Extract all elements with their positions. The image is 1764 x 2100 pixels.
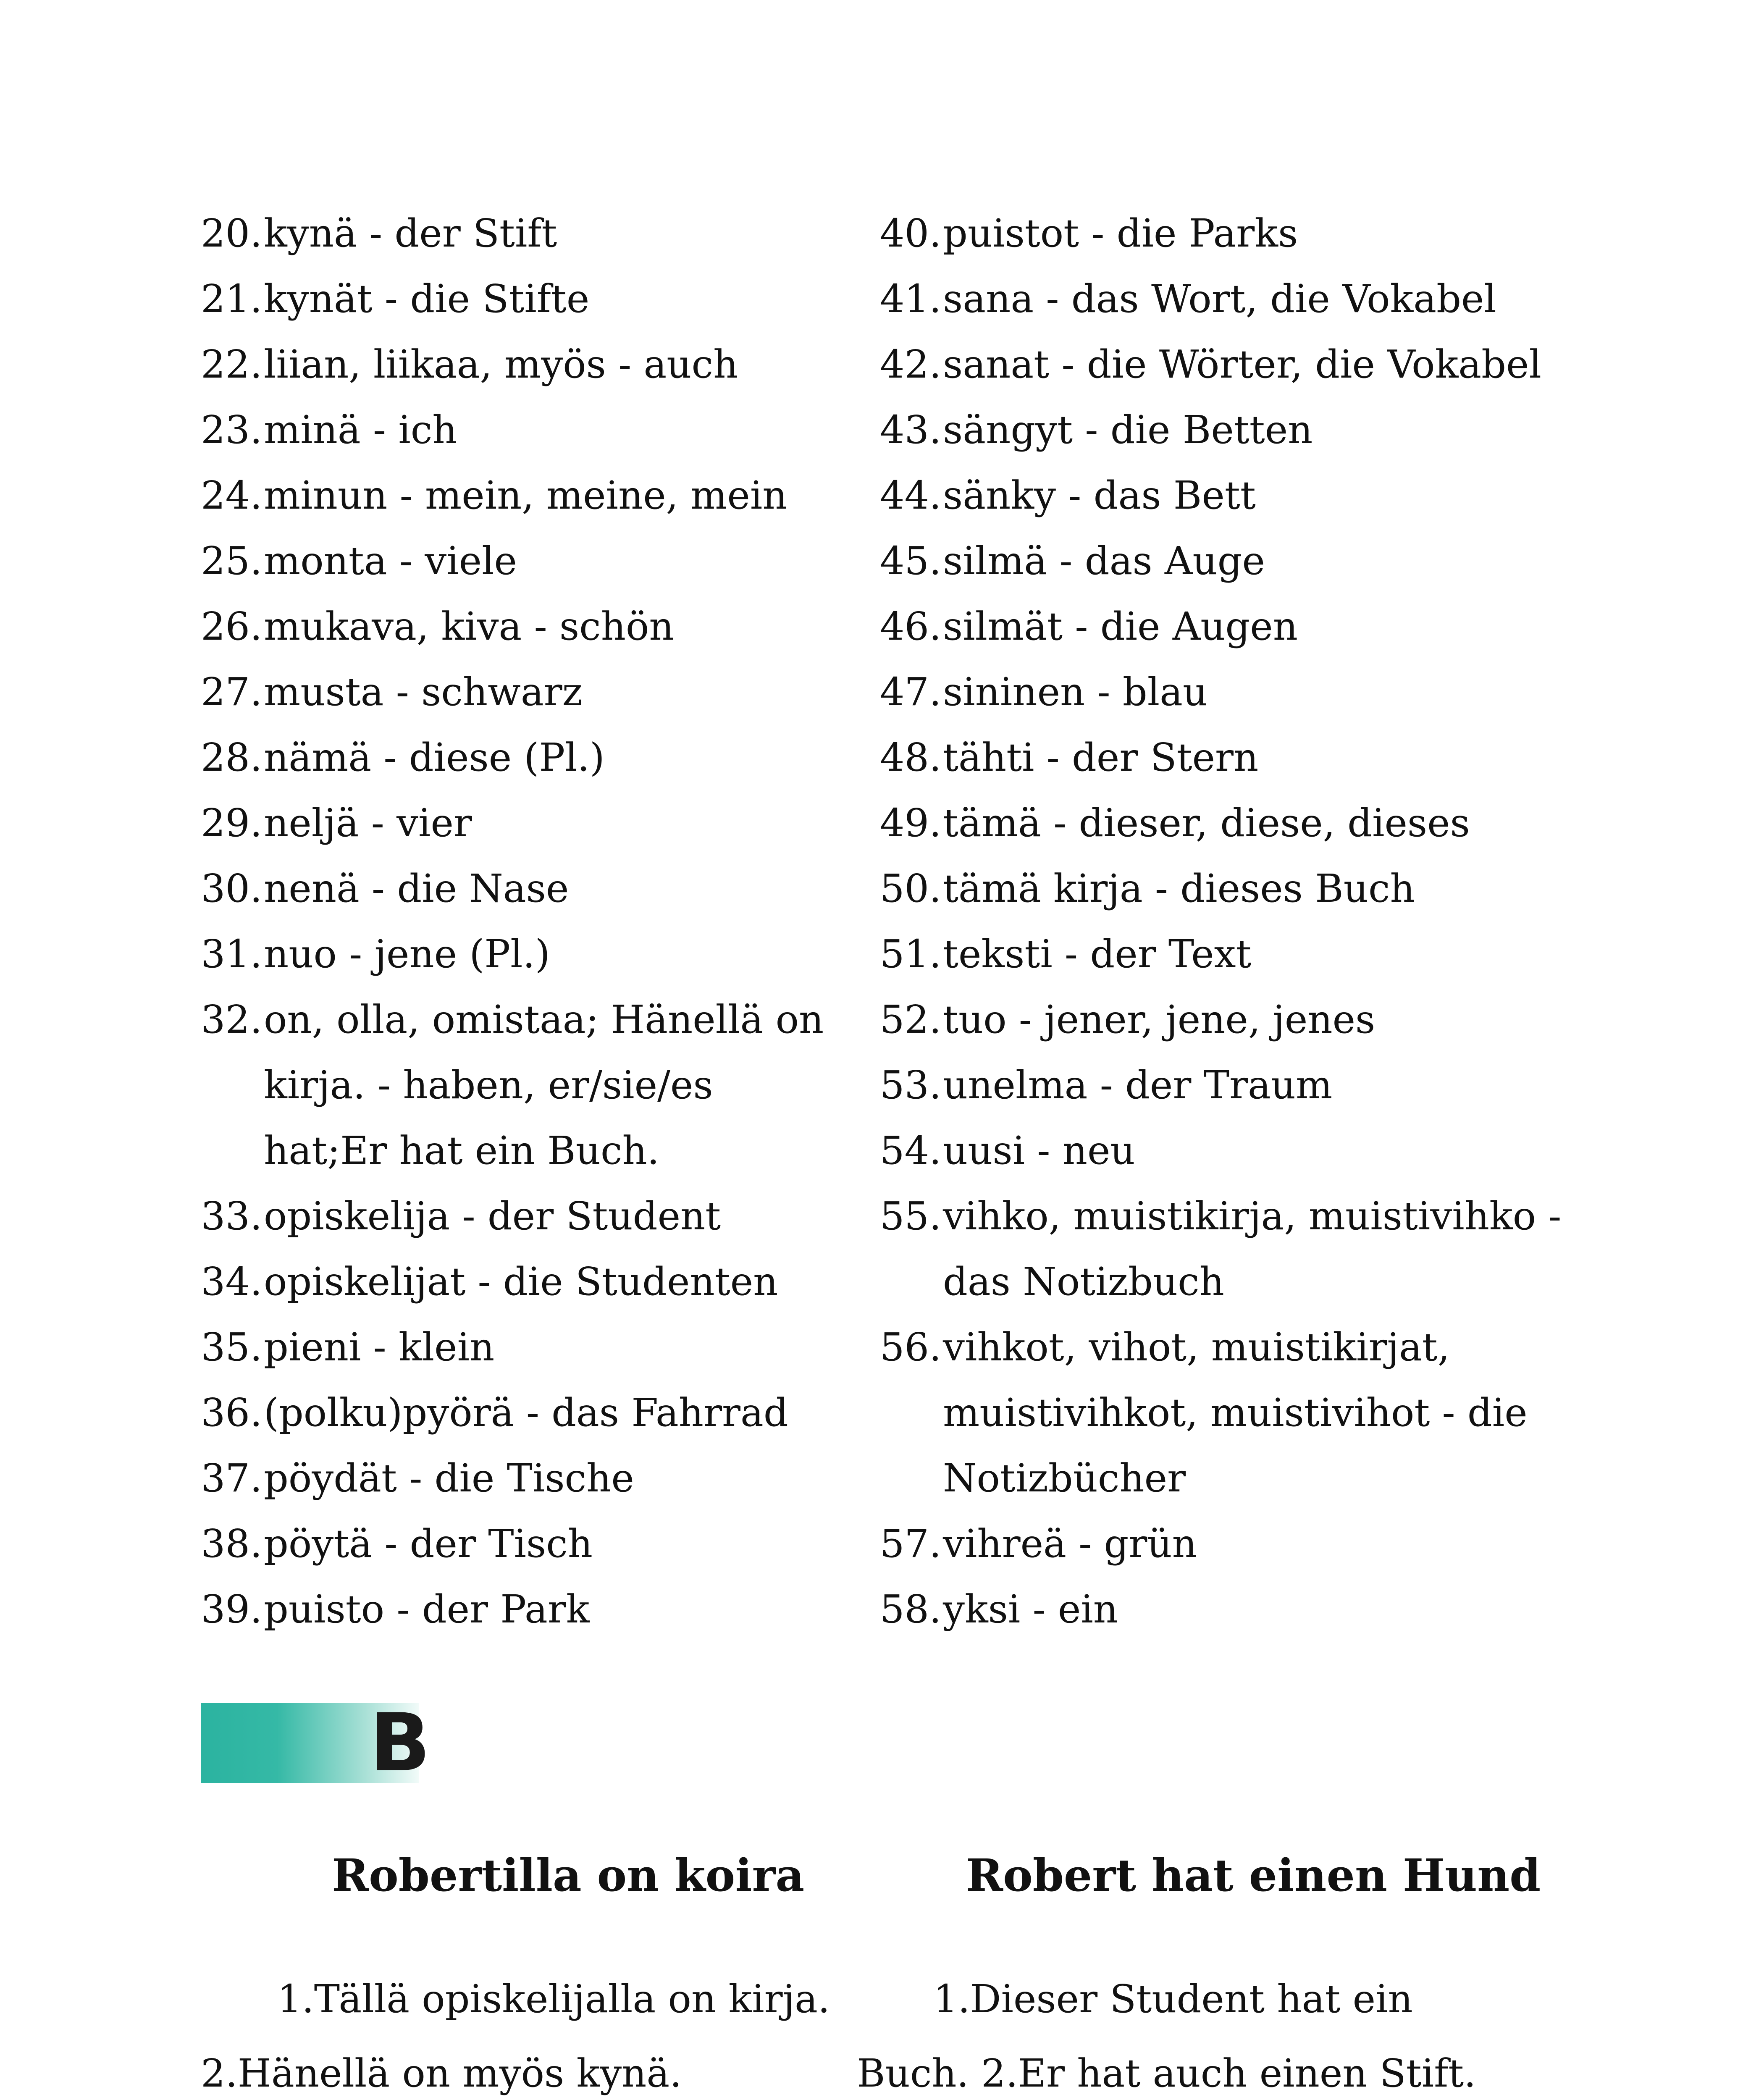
vocab-entry xyxy=(201,725,848,790)
vocab-entry-number: 58. xyxy=(880,1587,942,1632)
vocab-entry-text: tämä kirja - dieses Buch xyxy=(943,866,1415,911)
vocab-entry-text: tähti - der Stern xyxy=(943,735,1259,780)
vocab-entry-number: 23. xyxy=(201,407,262,452)
vocab-entry-number: 31. xyxy=(201,932,262,976)
vocab-entry-text: musta - schwarz xyxy=(264,669,583,714)
vocab-entry-number: 27. xyxy=(201,669,262,714)
vocab-entry xyxy=(880,266,1594,332)
vocab-entry-number: 39. xyxy=(201,1587,262,1632)
vocab-entry-text: mukava, kiva - schön xyxy=(264,604,674,649)
vocab-entry-text: sänky - das Bett xyxy=(943,473,1256,518)
vocab-entry xyxy=(201,987,848,1184)
vocab-entry xyxy=(201,1184,848,1249)
vocab-entry-number: 53. xyxy=(880,1063,942,1108)
vocab-entry-text: vihko, muistikirja, muistivihko - das Notizbuch xyxy=(943,1194,1562,1304)
story-title-german: Robert hat einen Hund xyxy=(966,1849,1541,1901)
vocab-entry-number: 36. xyxy=(201,1390,262,1435)
vocab-entry-number: 21. xyxy=(201,276,262,321)
vocab-entry-text: uusi - neu xyxy=(943,1128,1135,1173)
vocab-entry xyxy=(880,659,1594,725)
vocab-entry-number: 47. xyxy=(880,669,942,714)
vocab-entry-text: opiskelijat - die Studenten xyxy=(264,1259,778,1304)
vocab-entry-text: yksi - ein xyxy=(943,1587,1118,1632)
vocab-entry xyxy=(201,1511,848,1577)
vocab-entry-number: 45. xyxy=(880,538,942,583)
vocab-entry xyxy=(880,987,1594,1053)
vocab-entry xyxy=(201,1446,848,1511)
vocab-entry xyxy=(880,856,1594,921)
vocab-list-left xyxy=(201,201,848,1642)
vocab-entry-number: 32. xyxy=(201,997,262,1042)
vocab-entry-number: 46. xyxy=(880,604,942,649)
story-sentence-fi-2: 2.Hänellä on myös kynä. xyxy=(201,2051,682,2096)
vocab-entry-text: opiskelija - der Student xyxy=(264,1194,721,1239)
vocab-entry-number: 57. xyxy=(880,1521,942,1566)
vocab-entry xyxy=(880,921,1594,987)
vocab-entry-number: 56. xyxy=(880,1325,942,1370)
vocab-entry-text: sanat - die Wörter, die Vokabel xyxy=(943,342,1541,387)
vocab-entry xyxy=(201,201,848,266)
vocab-entry xyxy=(201,266,848,332)
vocab-entry-text: minun - mein, meine, mein xyxy=(264,473,788,518)
vocab-entry xyxy=(880,201,1594,266)
vocab-entry-text: nenä - die Nase xyxy=(264,866,569,911)
vocab-entry-number: 49. xyxy=(880,801,942,845)
vocab-entry xyxy=(201,332,848,397)
vocab-entry xyxy=(201,397,848,463)
vocab-entry-number: 37. xyxy=(201,1456,262,1501)
vocab-entry xyxy=(880,528,1594,594)
vocab-entry xyxy=(880,725,1594,790)
vocab-entry-number: 28. xyxy=(201,735,262,780)
vocab-entry-number: 33. xyxy=(201,1194,262,1239)
vocab-entry-number: 44. xyxy=(880,473,942,518)
vocab-entry xyxy=(880,1053,1594,1118)
vocab-entry-number: 25. xyxy=(201,538,262,583)
vocab-entry-text: neljä - vier xyxy=(264,801,472,845)
vocab-entry xyxy=(880,1315,1594,1511)
vocab-entry-text: pöytä - der Tisch xyxy=(264,1521,593,1566)
story-sentence-de-2: Buch. 2.Er hat auch einen Stift. xyxy=(857,2051,1476,2096)
vocab-entry-number: 41. xyxy=(880,276,942,321)
vocab-entry xyxy=(880,397,1594,463)
vocab-entry-text: kynä - der Stift xyxy=(264,211,557,256)
vocab-entry-text: puisto - der Park xyxy=(264,1587,590,1632)
vocab-entry-number: 52. xyxy=(880,997,942,1042)
vocab-entry-number: 22. xyxy=(201,342,262,387)
vocab-entry-text: nämä - diese (Pl.) xyxy=(264,735,605,780)
vocab-entry-number: 20. xyxy=(201,211,262,256)
vocab-entry-number: 54. xyxy=(880,1128,942,1173)
vocab-entry-text: sängyt - die Betten xyxy=(943,407,1313,452)
vocab-entry-text: silmät - die Augen xyxy=(943,604,1298,649)
vocab-entry-number: 40. xyxy=(880,211,942,256)
vocab-list-right xyxy=(880,201,1594,1642)
vocab-entry xyxy=(880,594,1594,659)
vocab-entry xyxy=(201,1315,848,1380)
vocab-entry xyxy=(880,463,1594,528)
vocab-entry-text: monta - viele xyxy=(264,538,517,583)
vocab-entry-text: minä - ich xyxy=(264,407,457,452)
vocab-entry-text: unelma - der Traum xyxy=(943,1063,1333,1108)
section-letter: B xyxy=(370,1696,430,1789)
vocab-entry-number: 50. xyxy=(880,866,942,911)
vocab-entry-text: nuo - jene (Pl.) xyxy=(264,932,550,976)
vocab-entry-text: pöydät - die Tische xyxy=(264,1456,634,1501)
vocab-entry xyxy=(201,1249,848,1315)
vocab-entry xyxy=(880,1184,1594,1315)
vocab-entry xyxy=(201,528,848,594)
vocab-entry xyxy=(201,594,848,659)
vocab-entry-text: silmä - das Auge xyxy=(943,538,1265,583)
vocab-entry-number: 35. xyxy=(201,1325,262,1370)
story-sentence-fi-1: 1.Tällä opiskelijalla on kirja. xyxy=(277,1977,830,2021)
vocab-entry-number: 38. xyxy=(201,1521,262,1566)
vocab-entry-text: pieni - klein xyxy=(264,1325,495,1370)
vocab-entry-text: on, olla, omistaa; Hänellä on kirja. - haben, er/sie/es hat;Er hat ein Buch. xyxy=(264,997,824,1173)
vocab-entry-text: puistot - die Parks xyxy=(943,211,1298,256)
vocab-entry xyxy=(880,1577,1594,1642)
vocab-entry xyxy=(201,659,848,725)
vocab-entry-number: 30. xyxy=(201,866,262,911)
vocab-entry-text: sininen - blau xyxy=(943,669,1208,714)
vocab-entry-text: tämä - dieser, diese, dieses xyxy=(943,801,1470,845)
vocab-entry xyxy=(201,856,848,921)
vocab-entry xyxy=(201,1577,848,1642)
vocab-entry-number: 24. xyxy=(201,473,262,518)
vocab-entry xyxy=(201,790,848,856)
vocab-entry-number: 48. xyxy=(880,735,942,780)
vocab-entry-text: sana - das Wort, die Vokabel xyxy=(943,276,1496,321)
vocab-entry-text: kynät - die Stifte xyxy=(264,276,590,321)
vocab-entry-text: tuo - jener, jene, jenes xyxy=(943,997,1376,1042)
vocab-entry xyxy=(201,921,848,987)
vocab-entry-text: teksti - der Text xyxy=(943,932,1252,976)
vocab-entry-number: 42. xyxy=(880,342,942,387)
vocab-entry xyxy=(880,332,1594,397)
vocab-entry-number: 55. xyxy=(880,1194,942,1239)
vocab-entry xyxy=(880,1118,1594,1184)
vocab-entry-text: vihkot, vihot, muistikirjat, muistivihkot, muistivihot - die Notizbücher xyxy=(943,1325,1528,1501)
vocab-entry-text: vihreä - grün xyxy=(943,1521,1197,1566)
vocab-entry xyxy=(201,1380,848,1446)
vocab-entry-text: liian, liikaa, myös - auch xyxy=(264,342,738,387)
vocab-entry-number: 43. xyxy=(880,407,942,452)
vocab-entry-number: 29. xyxy=(201,801,262,845)
vocab-entry-number: 34. xyxy=(201,1259,262,1304)
vocab-entry-number: 51. xyxy=(880,932,942,976)
vocab-entry xyxy=(880,790,1594,856)
story-title-finnish: Robertilla on koira xyxy=(332,1849,805,1901)
story-sentence-de-1: 1.Dieser Student hat ein xyxy=(933,1977,1413,2021)
vocab-entry-number: 26. xyxy=(201,604,262,649)
vocab-entry xyxy=(201,463,848,528)
vocab-entry-text: (polku)pyörä - das Fahrrad xyxy=(264,1390,788,1435)
vocab-entry xyxy=(880,1511,1594,1577)
